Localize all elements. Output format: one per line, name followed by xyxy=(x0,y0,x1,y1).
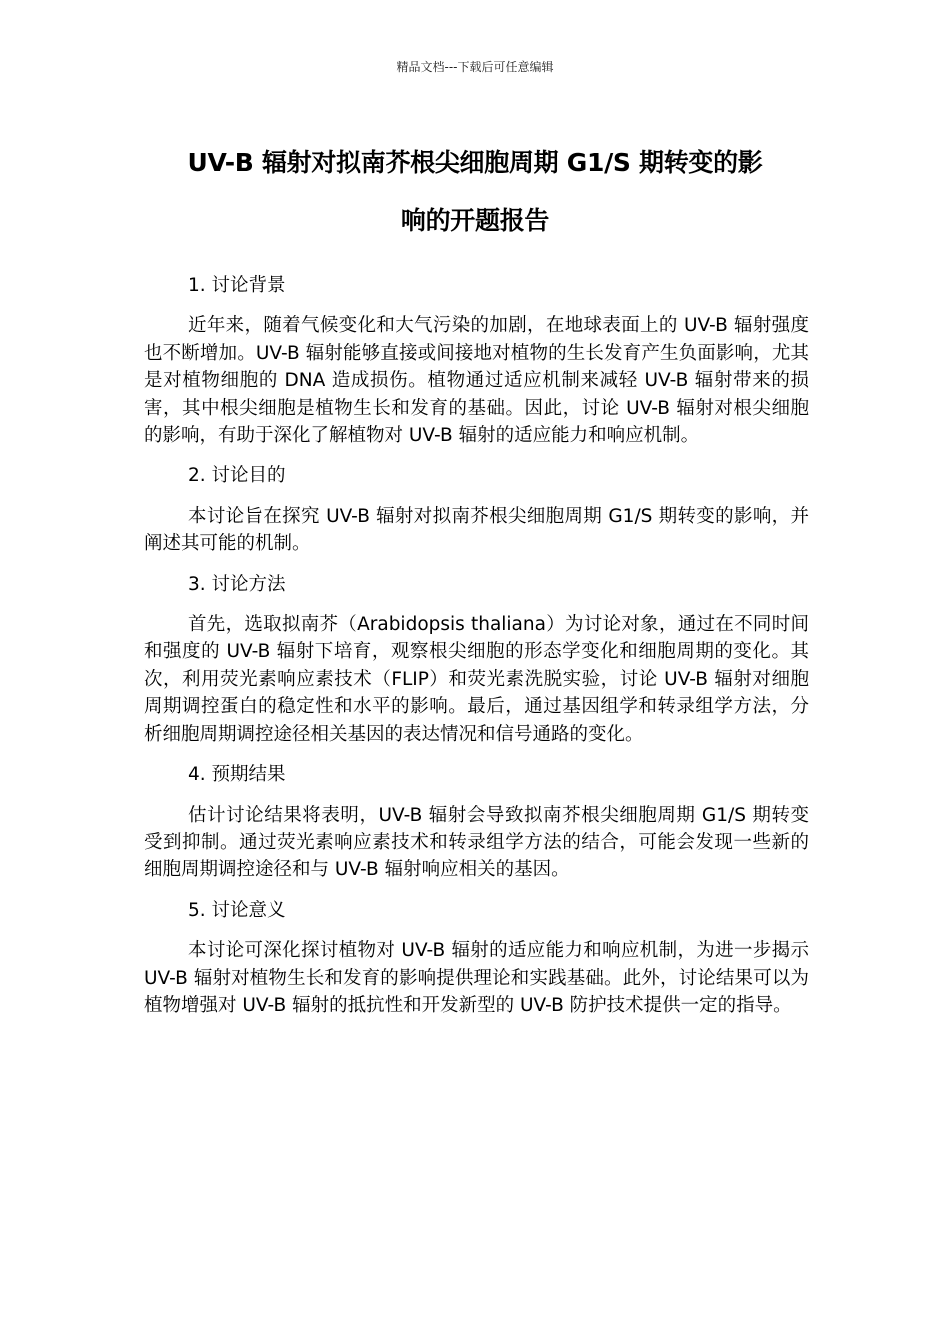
section-heading-background: 1. 讨论背景 xyxy=(188,275,286,296)
section-paragraph-background: 近年来，随着气候变化和大气污染的加剧，在地球表面上的 UV-B 辐射强度也不断增加。UV-B 辐射能够直接或间接地对植物的生长发育产生负面影响，尤其是对植物细胞的 DNA 造成损伤。植物通过适应机制来减轻 UV-B 辐射带来的损害，其中根尖细胞是植物生长和发育的基础。因此，讨论 UV-B 辐射对根尖细胞的影响，有助于深化了解植物对 UV-B 辐射的适应能力和响应机制。 xyxy=(144,315,809,447)
document-title-line-1: UV-B 辐射对拟南芥根尖细胞周期 G1/S 期转变的影 xyxy=(187,148,763,177)
section-heading-significance: 5. 讨论意义 xyxy=(188,899,286,921)
section-paragraph-methods: 首先，选取拟南芥（Arabidopsis thaliana）为讨论对象，通过在不同时间和强度的 UV-B 辐射下培育，观察根尖细胞的形态学变化和细胞周期的变化。其次，利用荧光素响应素技术（FLIP）和荧光素洗脱实验，讨论 UV-B 辐射对细胞周期调控蛋白的稳定性和水平的影响。最后，通过基因组学和转录组学方法，分析细胞周期调控途径相关基因的表达情况和信号通路的变化。 xyxy=(144,614,809,745)
document-title-line-2: 响的开题报告 xyxy=(400,206,550,235)
page-header: 精品文档---下载后可任意编辑 xyxy=(396,60,554,74)
section-paragraph-purpose: 本讨论旨在探究 UV-B 辐射对拟南芥根尖细胞周期 G1/S 期转变的影响，并阐述其可能的机制。 xyxy=(144,505,809,555)
section-heading-methods: 3. 讨论方法 xyxy=(188,573,286,595)
document-title xyxy=(140,134,810,250)
section-heading-expected-results: 4. 预期结果 xyxy=(188,764,286,786)
section-paragraph-significance: 本讨论可深化探讨植物对 UV-B 辐射的适应能力和响应机制，为进一步揭示 UV-B 辐射对植物生长和发育的影响提供理论和实践基础。此外，讨论结果可以为植物增强对 UV-B 辐射的抵抗性和开发新型的 UV-B 防护技术提供一定的指导。 xyxy=(144,940,809,1016)
document-body xyxy=(144,272,809,1032)
section-paragraph-expected-results: 估计讨论结果将表明，UV-B 辐射会导致拟南芥根尖细胞周期 G1/S 期转变受到抑制。通过荧光素响应素技术和转录组学方法的结合，可能会发现一些新的细胞周期调控途径和与 UV-B 辐射响应相关的基因。 xyxy=(144,804,809,881)
section-heading-purpose: 2. 讨论目的 xyxy=(188,465,286,487)
